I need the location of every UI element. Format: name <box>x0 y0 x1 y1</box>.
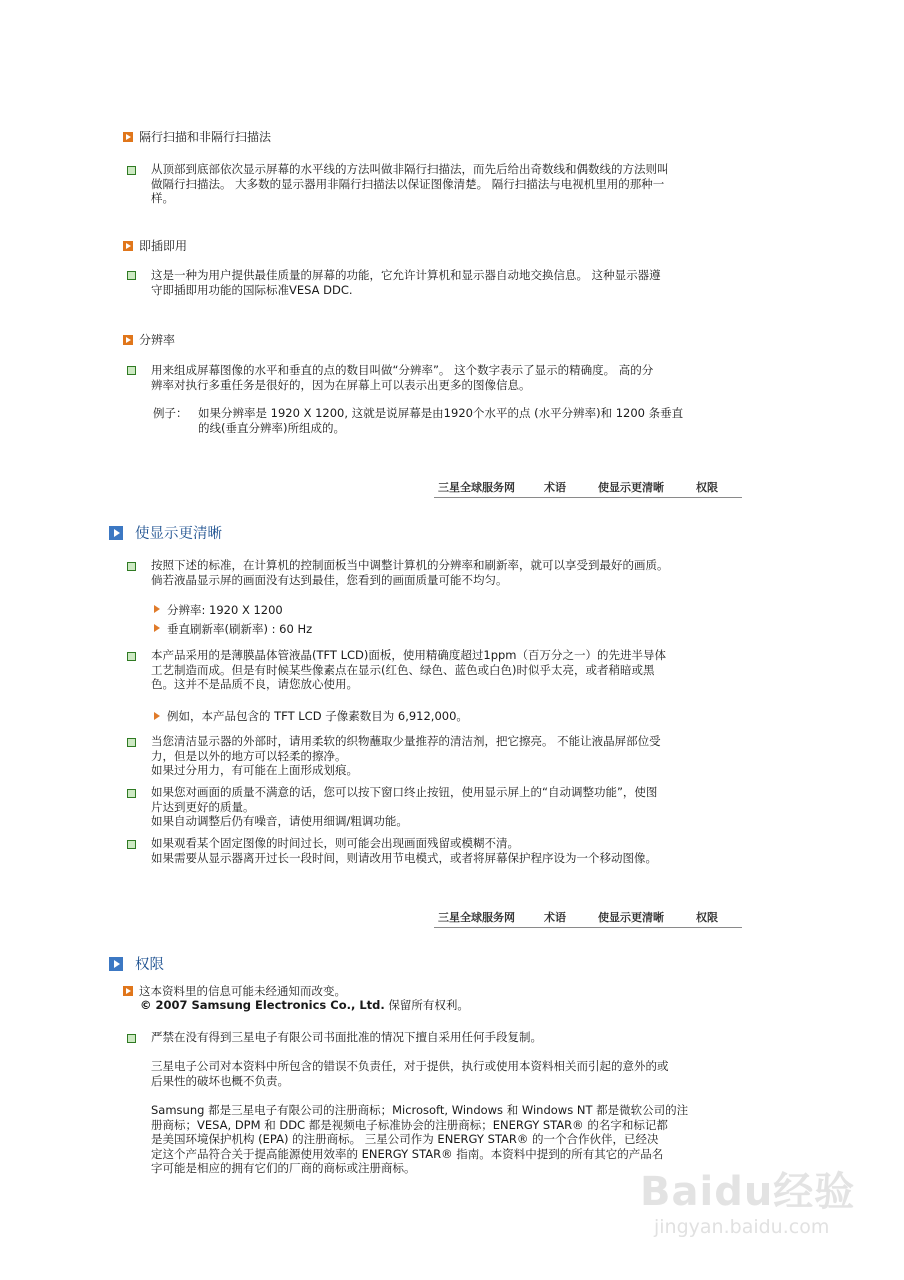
orange-arrow-icon <box>123 241 133 251</box>
green-bullet-icon <box>127 789 136 798</box>
clearer-p5: 如果观看某个固定图像的时间过长，则可能会出现画面残留或模糊不清。 如果需要从显示器离开过长一段时间，则请改用节电模式，或者将屏幕保护程序设为一个移动图像。 <box>151 836 657 865</box>
nav-link-global-service[interactable]: 三星全球服务网 <box>438 911 515 924</box>
green-bullet-icon <box>127 652 136 661</box>
spec-subpixels: 例如，本产品包含的 TFT LCD 子像素数目为 6,912,000。 <box>167 709 468 723</box>
baidu-logo: Baidu经验 <box>640 1169 856 1215</box>
section-title-clearer: 使显示更清晰 <box>109 522 222 543</box>
green-bullet-icon <box>127 562 136 571</box>
pnp-heading: 即插即用 <box>123 237 187 254</box>
orange-triangle-icon <box>154 605 160 613</box>
orange-arrow-icon <box>123 335 133 345</box>
resolution-heading: 分辨率 <box>123 331 175 348</box>
green-bullet-icon <box>127 1034 136 1043</box>
resolution-text: 用来组成屏幕图像的水平和垂直的点的数目叫做“分辨率”。 这个数字表示了显示的精确度。 高的分 辨率对执行多重任务是很好的，因为在屏幕上可以表示出更多的图像信息。 <box>151 363 654 392</box>
rights-p3: Samsung 都是三星电子有限公司的注册商标；Microsoft, Windows 和 Windows NT 都是微软公司的注 册商标；VESA, DPM 和 DDC 都是视频电子标准协会的注册商标；ENERGY STAR® 的名字和标记都 是美国环境保护机构 (EPA) 的注册商标。 三星公司作为 ENERGY STAR® 的一个合作伙伴，已经决 定这个产品符合关于提高能源使用效率的 ENERGY STAR® 指南。本资料中提到的所有其它的产品名 字可能是相应的拥有它们的厂商的商标或注册商标。 <box>151 1103 689 1175</box>
nav-link-global-service[interactable]: 三星全球服务网 <box>438 481 515 494</box>
spec-resolution: 分辨率: 1920 X 1200 <box>167 603 283 617</box>
green-bullet-icon <box>127 366 136 375</box>
orange-triangle-icon <box>154 624 160 632</box>
footer-nav <box>434 475 742 498</box>
blue-play-icon <box>109 526 123 540</box>
nav-link-clearer-display[interactable]: 使显示更清晰 <box>598 481 664 494</box>
nav-link-glossary[interactable]: 术语 <box>544 481 566 494</box>
section-title-rights: 权限 <box>109 953 164 974</box>
green-bullet-icon <box>127 738 136 747</box>
orange-triangle-icon <box>154 712 160 720</box>
clearer-p3: 当您清洁显示器的外部时，请用柔软的织物蘸取少量推荐的清洁剂，把它擦亮。 不能让液晶屏部位受 力，但是以外的地方可以轻柔的擦净。 如果过分用力，有可能在上面形成划痕。 <box>151 734 661 777</box>
green-bullet-icon <box>127 840 136 849</box>
orange-arrow-icon <box>123 132 133 142</box>
nav-link-rights[interactable]: 权限 <box>696 911 718 924</box>
nav-link-glossary[interactable]: 术语 <box>544 911 566 924</box>
orange-arrow-icon <box>123 986 133 996</box>
clearer-p2: 本产品采用的是薄膜晶体管液晶(TFT LCD)面板，使用精确度超过1ppm（百万分之一）的先进半导体 工艺制造而成。但是有时候某些像素点在显示(红色、绿色、蓝色或白色)时似乎太亮，或者稍暗或黑 色。这并不是品质不良，请您放心使用。 <box>151 648 666 691</box>
example-label: 例子： <box>153 406 188 420</box>
blue-play-icon <box>109 957 123 971</box>
rights-p2: 三星电子公司对本资料中所包含的错误不负责任，对于提供，执行或使用本资料相关而引起的意外的或 后果性的破坏也概不负责。 <box>151 1059 669 1088</box>
green-bullet-icon <box>127 166 136 175</box>
clearer-p1: 按照下述的标准，在计算机的控制面板当中调整计算机的分辨率和刷新率，就可以享受到最好的画质。 倘若液晶显示屏的画面没有达到最佳，您看到的画面质量可能不均匀。 <box>151 558 669 587</box>
footer-nav <box>434 905 742 928</box>
watermark-url: jingyan.baidu.com <box>654 1216 830 1238</box>
interlace-text: 从顶部到底部依次显示屏幕的水平线的方法叫做非隔行扫描法，而先后给出奇数线和偶数线的方法则叫 做隔行扫描法。 大多数的显示器用非隔行扫描法以保证图像清楚。 隔行扫描法与电视机里用的那种一 样。 <box>151 162 669 205</box>
copyright: © 2007 Samsung Electronics Co., Ltd. 保留所有权利。 <box>140 998 469 1012</box>
nav-link-clearer-display[interactable]: 使显示更清晰 <box>598 911 664 924</box>
nav-link-rights[interactable]: 权限 <box>696 481 718 494</box>
rights-p1: 严禁在没有得到三星电子有限公司书面批准的情况下擅自采用任何手段复制。 <box>151 1030 542 1044</box>
baidu-watermark <box>640 1160 890 1260</box>
interlace-heading: 隔行扫描和非隔行扫描法 <box>123 128 271 145</box>
rights-notice: 这本资料里的信息可能未经通知而改变。 <box>123 983 346 999</box>
pnp-text: 这是一种为用户提供最佳质量的屏幕的功能，它允许计算机和显示器自动地交换信息。 这种显示器遵 守即插即用功能的国际标准VESA DDC. <box>151 268 661 297</box>
spec-refresh: 垂直刷新率(刷新率) : 60 Hz <box>167 622 313 636</box>
green-bullet-icon <box>127 271 136 280</box>
clearer-p4: 如果您对画面的质量不满意的话，您可以按下窗口终止按钮，使用显示屏上的“自动调整功能”，使图 片达到更好的质量。 如果自动调整后仍有噪音，请使用细调/粗调功能。 <box>151 785 658 828</box>
example-text: 如果分辨率是 1920 X 1200, 这就是说屏幕是由1920个水平的点 (水平分辨率)和 1200 条垂直 的线(垂直分辨率)所组成的。 <box>198 406 684 435</box>
